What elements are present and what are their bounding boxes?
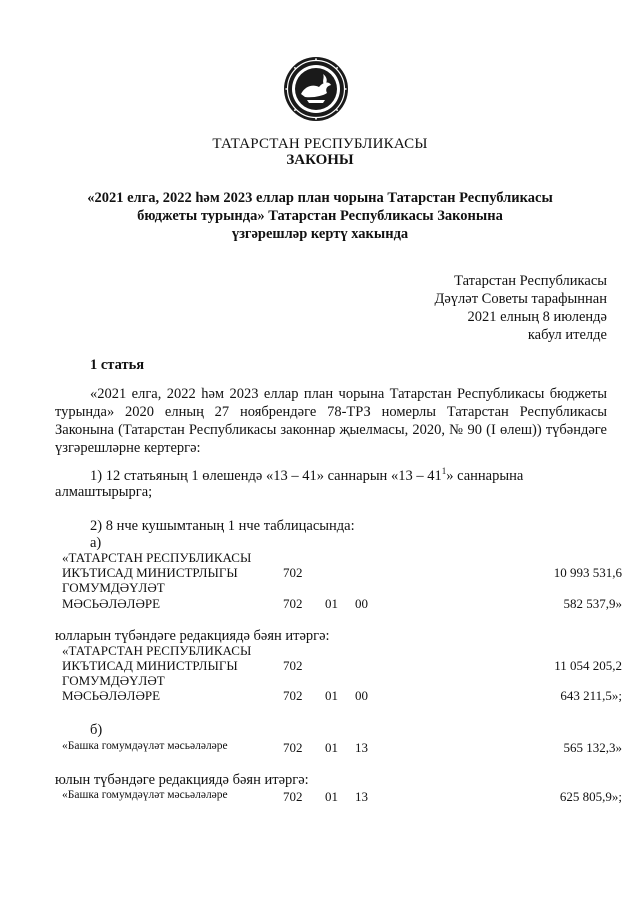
item-1-line-2: алмаштырырга; bbox=[55, 484, 153, 500]
main-paragraph: «2021 елга, 2022 һәм 2023 еллар план чорына Татарстан Республикасы бюджеты турында» 2020 елның 27 ноябрендәге 78-ТРЗ номерлы Татарстан Республикасы Законына (Татарстан Республикасы законнар җыелмасы, 2020, № 90 (I өлеш)) түбәндәге үзгәрешләрне кертергә: bbox=[55, 386, 607, 456]
table-row: «Башка гомумдәүләт мәсьәләләре 702 01 13 625 805,9»; bbox=[62, 789, 622, 804]
law-title-line-3: үзгәрешләр кертү хакында bbox=[231, 226, 409, 242]
adoption-line-2: Дәүләт Советы тарафыннан bbox=[434, 291, 607, 307]
table-row: «Башка гомумдәүләт мәсьәләләре 702 01 13 565 132,3» bbox=[62, 740, 622, 755]
item-1-text: 1) 12 статьяның 1 өлешендә «13 – 41» саннарын «$13 - 41^1$» саннарына bbox=[90, 466, 524, 484]
table-row: МӘСЬӘЛӘЛӘРЕ 702 01 00 643 211,5»; bbox=[62, 688, 622, 703]
subitem-b-label: б) bbox=[90, 722, 103, 738]
item-2-text: 2) 8 нче кушымтаның 1 нче таблицасында: bbox=[90, 518, 355, 534]
table-row: «ТАТАРСТАН РЕСПУБЛИКАСЫ bbox=[62, 550, 252, 565]
table-row: «ТАТАРСТАН РЕСПУБЛИКАСЫ bbox=[62, 643, 252, 658]
item-1-line-1 bbox=[90, 466, 607, 485]
table-row: ИКЪТИСАД МИНИСТРЛЫГЫ 702 10 993 531,6 bbox=[62, 565, 622, 580]
table-row: ИКЪТИСАД МИНИСТРЛЫГЫ 702 11 054 205,2 bbox=[62, 658, 622, 673]
adoption-line-3: 2021 елның 8 июлендә bbox=[467, 309, 607, 325]
table-row: ГОМУМДӘҮЛӘТ bbox=[62, 580, 165, 595]
table-row: МӘСЬӘЛӘЛӘРЕ 702 01 00 582 537,9» bbox=[62, 596, 622, 611]
subitem-a-label: а) bbox=[90, 535, 102, 551]
adoption-line-4: кабул ителде bbox=[527, 327, 607, 343]
table-row: ГОМУМДӘҮЛӘТ bbox=[62, 673, 165, 688]
law-title-line-1: «2021 елга, 2022 һәм 2023 еллар план чорына Татарстан Республикасы bbox=[87, 190, 553, 206]
tatarstan-coat-of-arms-emblem bbox=[283, 56, 349, 122]
replace-instruction-a: юлларын түбәндәге редакциядә бәян итәргә: bbox=[55, 628, 330, 644]
republic-heading: ТАТАРСТАН РЕСПУБЛИКАСЫ bbox=[212, 136, 428, 152]
adoption-line-1: Татарстан Республикасы bbox=[454, 273, 607, 289]
replace-instruction-b: юлын түбәндәге редакциядә бәян итәргә: bbox=[55, 772, 309, 788]
document-type-heading: ЗАКОНЫ bbox=[286, 152, 354, 168]
article-heading: 1 статья bbox=[90, 357, 145, 373]
law-title-line-2: бюджеты турында» Татарстан Республикасы Законына bbox=[137, 208, 503, 224]
